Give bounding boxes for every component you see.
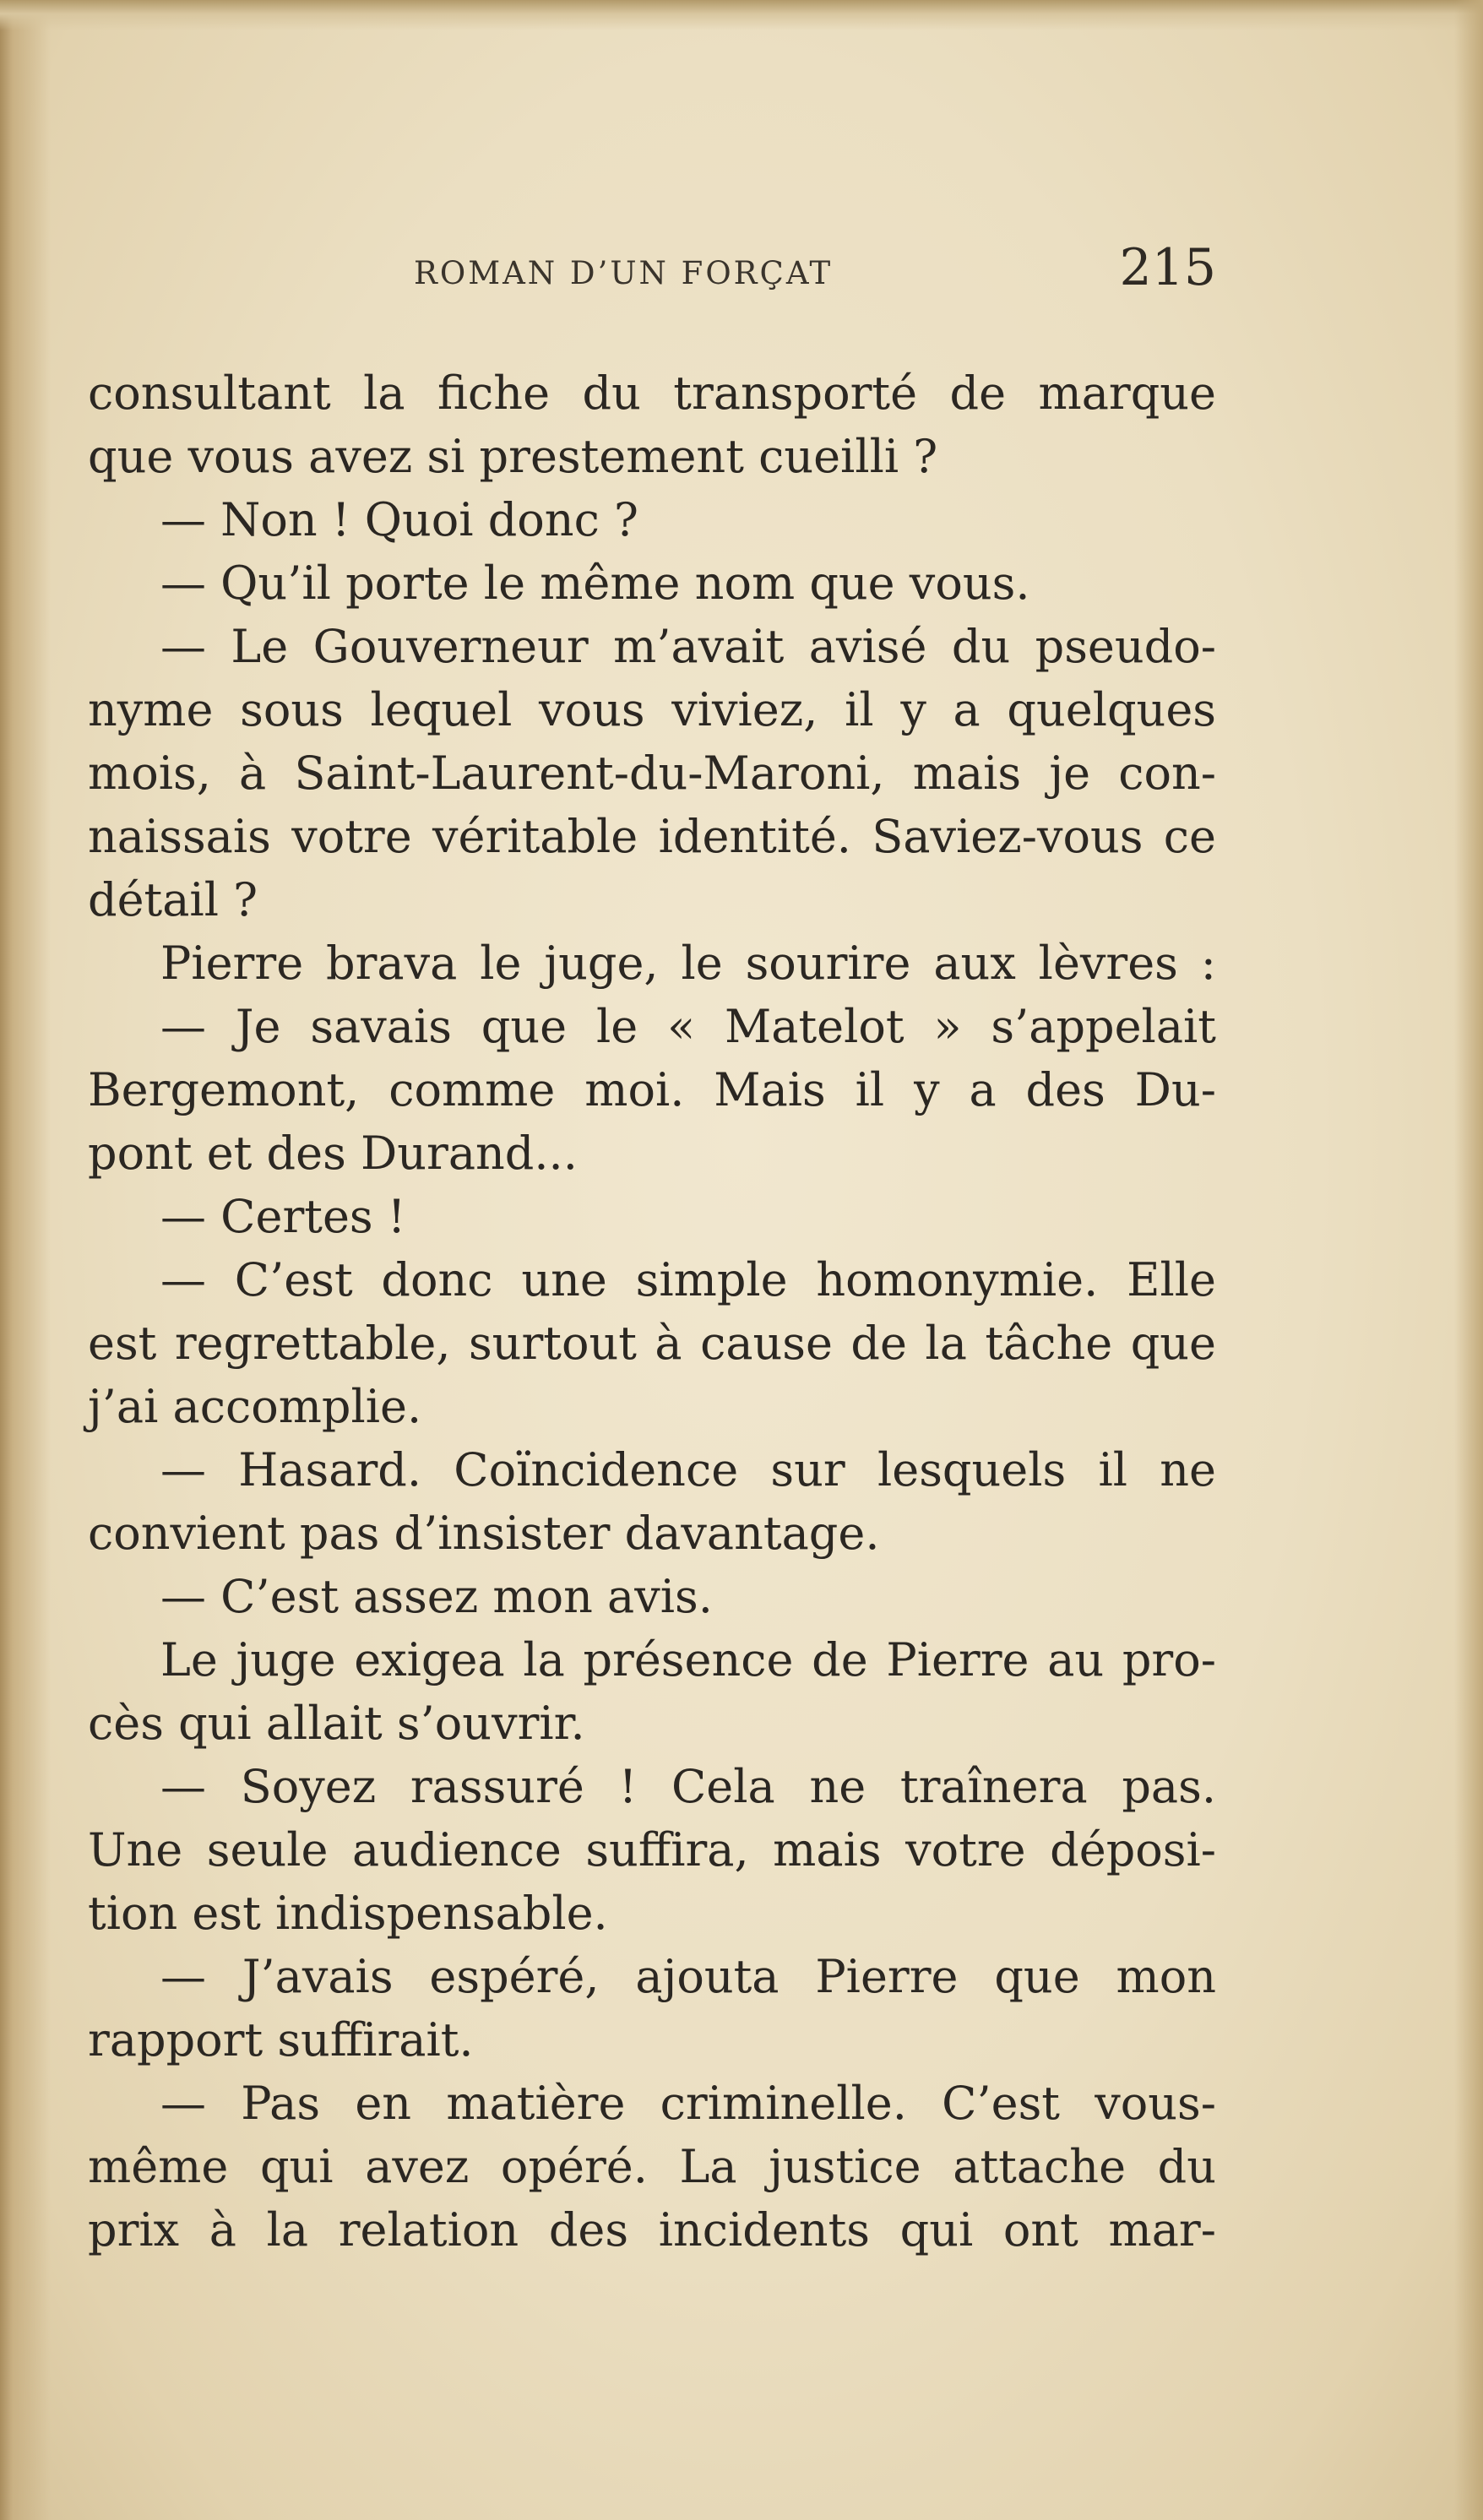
page-number: 215	[1119, 238, 1216, 297]
text-line: consultant la fiche du transporté de marque	[88, 367, 1216, 420]
text-line: — J’avais espéré, ajouta Pierre que mon	[160, 1950, 1216, 2003]
text-line: Pierre brava le juge, le sourire aux lèvres :	[160, 937, 1216, 990]
text-line: tion est indispensable.	[88, 1887, 608, 1940]
page-header	[93, 238, 1216, 306]
text-line: — Pas en matière criminelle. C’est vous-	[160, 2077, 1216, 2130]
text-line: rapport suffirait.	[88, 2013, 474, 2067]
text-line: mois, à Saint-Laurent-du-Maroni, mais je con-	[88, 747, 1216, 800]
text-line: — Hasard. Coïncidence sur lesquels il ne	[160, 1443, 1216, 1496]
text-line: naissais votre véritable identité. Saviez-vous ce	[88, 810, 1216, 863]
text-line: — C’est assez mon avis.	[160, 1570, 713, 1623]
text-line: — Soyez rassuré ! Cela ne traînera pas.	[160, 1760, 1216, 1813]
text-line: — Certes !	[160, 1190, 406, 1243]
text-line: même qui avez opéré. La justice attache du	[88, 2140, 1216, 2193]
text-line: que vous avez si prestement cueilli ?	[88, 430, 938, 483]
page-top-shadow	[0, 0, 1483, 30]
text-line: nyme sous lequel vous viviez, il y a quelques	[88, 683, 1216, 736]
body-text	[88, 361, 1216, 2262]
page-left-shadow	[0, 0, 51, 2520]
text-line: — Non ! Quoi donc ?	[160, 493, 638, 546]
text-line: — Le Gouverneur m’avait avisé du pseudo-	[160, 620, 1216, 673]
page-right-shadow	[1454, 0, 1483, 2520]
text-line: est regrettable, surtout à cause de la tâche que	[88, 1317, 1216, 1370]
text-line: — C’est donc une simple homonymie. Elle	[160, 1253, 1216, 1306]
text-line: j’ai accomplie.	[88, 1380, 422, 1433]
text-line: — Qu’il porte le même nom que vous.	[160, 557, 1030, 610]
text-line: détail ?	[88, 873, 258, 926]
text-line: pont et des Durand...	[88, 1127, 578, 1180]
text-line: — Je savais que le « Matelot » s’appelait	[160, 1000, 1216, 1053]
text-line: cès qui allait s’ouvrir.	[88, 1697, 585, 1750]
running-title: ROMAN D’UN FORÇAT	[414, 255, 834, 291]
text-line: Bergemont, comme moi. Mais il y a des Du-	[88, 1063, 1216, 1116]
text-line: convient pas d’insister davantage.	[88, 1507, 880, 1560]
text-line: prix à la relation des incidents qui ont mar-	[88, 2203, 1216, 2257]
text-line: Le juge exigea la présence de Pierre au pro-	[160, 1633, 1216, 1686]
text-line: Une seule audience suffira, mais votre déposi-	[88, 1823, 1216, 1876]
